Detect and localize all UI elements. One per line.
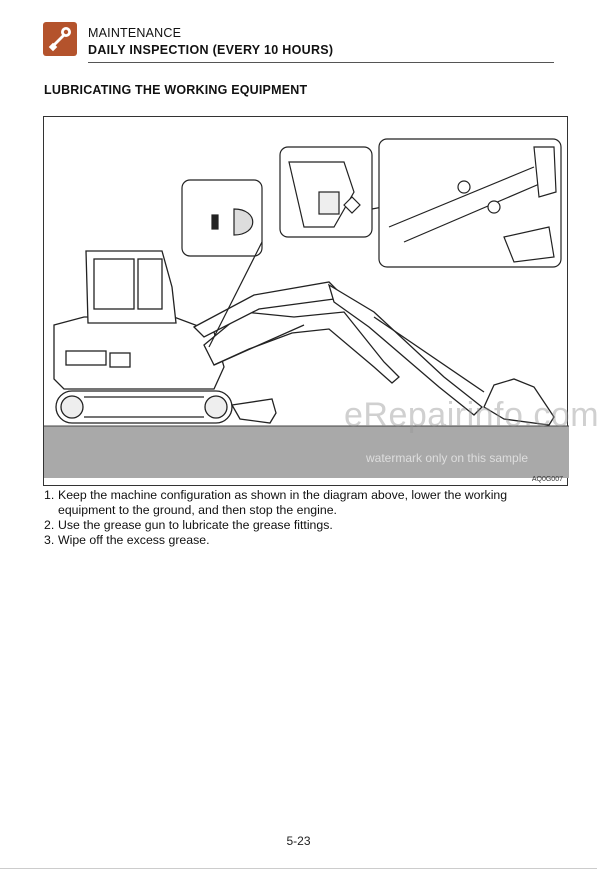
figure-code: AQ0G007 [531, 476, 563, 483]
step-number: 2. [44, 518, 55, 532]
step-text: Wipe off the excess grease. [58, 533, 210, 547]
header-divider [88, 62, 554, 63]
instruction-list [44, 488, 534, 548]
watermark-note: watermark only on this sample [366, 451, 529, 465]
page-title: DAILY INSPECTION (EVERY 10 HOURS) [88, 43, 334, 57]
excavator-diagram [43, 116, 599, 486]
step-text: Keep the machine configuration as shown in the diagram above, lower the working equipment to the ground, and then stop the engine. [58, 488, 508, 517]
list-item [44, 533, 534, 548]
list-item [44, 488, 534, 518]
subsection-title: LUBRICATING THE WORKING EQUIPMENT [44, 83, 308, 97]
step-text: Use the grease gun to lubricate the grease fittings. [58, 518, 333, 532]
step-number: 3. [44, 533, 55, 547]
step-number: 1. [44, 488, 55, 502]
section-label: MAINTENANCE [88, 26, 182, 40]
watermark-text: eRepairinfo.com [344, 396, 599, 434]
footer-divider [0, 868, 597, 869]
wrench-icon [43, 22, 77, 56]
list-item [44, 518, 534, 533]
page-number: 5-23 [286, 834, 311, 848]
